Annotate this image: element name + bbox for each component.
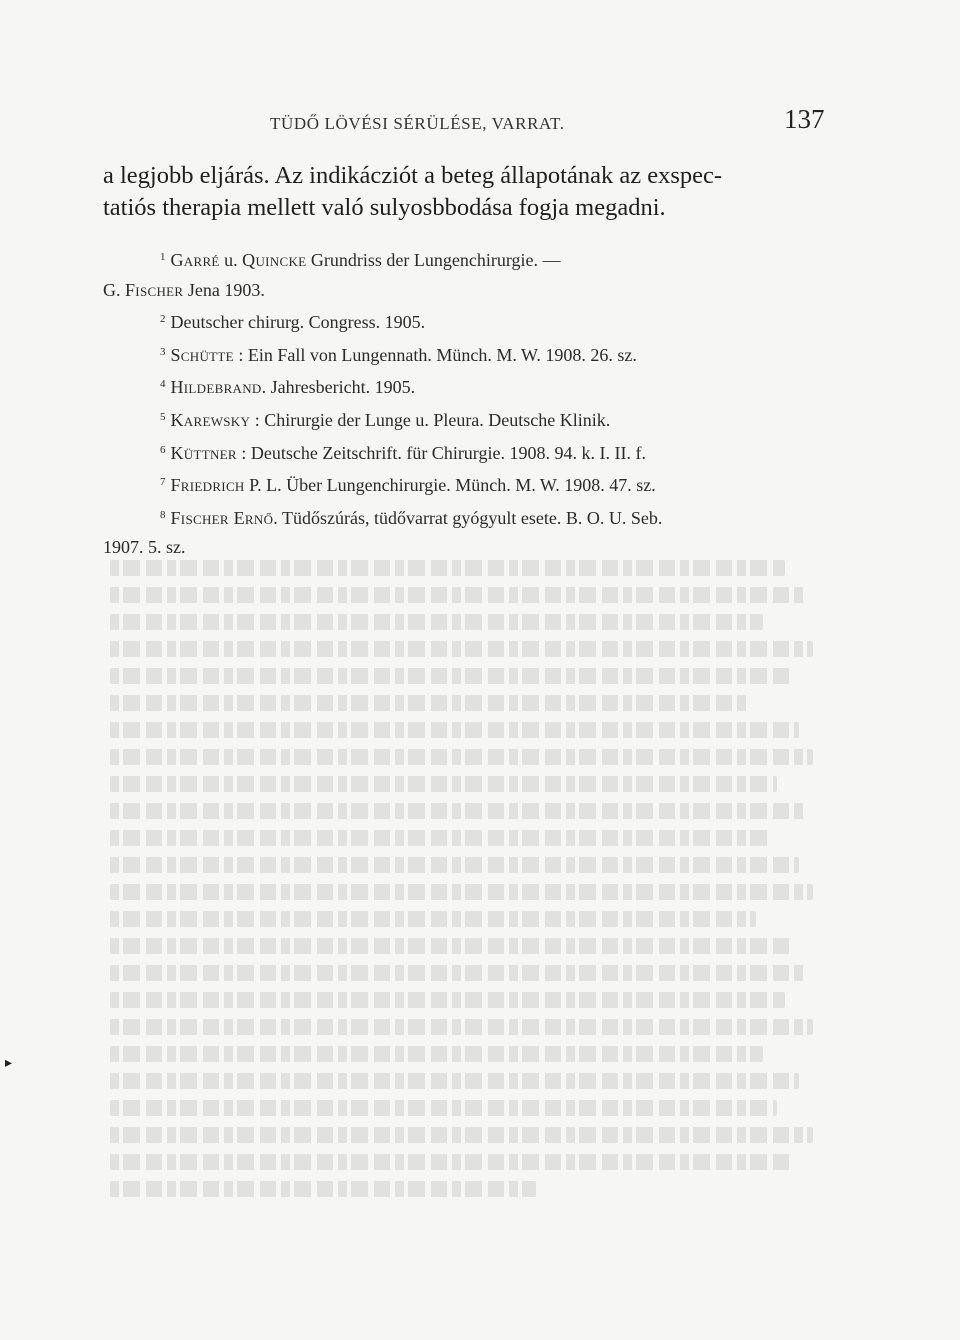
- footnote-author: Fischer Ernő: [170, 507, 274, 528]
- footnote-4: [103, 370, 823, 403]
- footnote-text: : Chirurgie der Lunge u. Pleura. Deutsche Klinik.: [250, 409, 611, 430]
- body-paragraph: [103, 160, 823, 224]
- footnote-author: Hildebrand: [170, 377, 262, 398]
- footnote-marker: 4: [160, 378, 166, 391]
- running-title: TÜDŐ LÖVÉSI SÉRÜLÉSE, VARRAT.: [270, 114, 565, 133]
- footnote-marker: 2: [160, 313, 166, 326]
- footnote-text: u.: [219, 250, 243, 270]
- footnote-2: [103, 305, 823, 338]
- footnote-text: Deutscher chirurg. Congress. 1905.: [170, 312, 426, 333]
- footnote-author: Garré: [170, 250, 220, 270]
- footnote-3: [103, 338, 823, 371]
- footnotes: [103, 243, 823, 563]
- margin-arrow-icon: ▸: [5, 1056, 13, 1071]
- body-line: tatiós therapia mellett való sulyosbbodása fogja megadni.: [103, 194, 666, 221]
- footnote-text: 1907. 5. sz.: [103, 537, 186, 558]
- footnote-8: [103, 501, 823, 534]
- footnote-marker: 6: [160, 443, 166, 456]
- footnote-marker: 5: [160, 410, 166, 423]
- footnote-text: Grundriss der Lungenchirurgie. —: [306, 250, 561, 270]
- footnote-author: Fischer: [125, 279, 184, 300]
- footnote-5: [103, 403, 823, 436]
- footnote-author: Friedrich: [170, 475, 245, 496]
- footnote-marker: 1: [160, 251, 166, 263]
- footnote-8-continuation: [103, 533, 823, 563]
- footnote-text: G.: [103, 279, 125, 300]
- footnote-text: : Deutsche Zeitschrift. für Chirurgie. 1908. 94. k. I. II. f.: [236, 442, 646, 463]
- body-line: a legjobb eljárás. Az indikácziót a beteg állapotának az exspec-: [103, 162, 723, 189]
- footnote-7: [103, 468, 823, 501]
- footnote-text: : Ein Fall von Lungennath. Münch. M. W. 1908. 26. sz.: [233, 344, 637, 365]
- footnote-6: [103, 436, 823, 469]
- running-header: [0, 104, 960, 138]
- footnote-marker: 8: [160, 508, 166, 521]
- footnote-text: . Jahresbericht. 1905.: [261, 377, 416, 398]
- footnote-text: Jena 1903.: [183, 279, 265, 300]
- footnote-author: Quincke: [242, 250, 307, 270]
- page-number: 137: [784, 104, 825, 134]
- footnote-marker: 3: [160, 345, 166, 358]
- footnote-1-continuation: [103, 276, 823, 306]
- footnote-author: Küttner: [170, 442, 237, 463]
- footnote-text: . Tüdőszúrás, tüdővarrat gyógyult esete. B. O. U. Seb.: [273, 507, 663, 528]
- footnote-author: Karewsky: [170, 409, 251, 430]
- footnote-author: Schütte: [170, 344, 234, 365]
- footnote-text: P. L. Über Lungenchirurgie. Münch. M. W. 1908. 47. sz.: [244, 475, 656, 496]
- reverse-side-show-through: [110, 560, 820, 1260]
- footnote-1: [103, 243, 823, 276]
- footnote-marker: 7: [160, 476, 166, 489]
